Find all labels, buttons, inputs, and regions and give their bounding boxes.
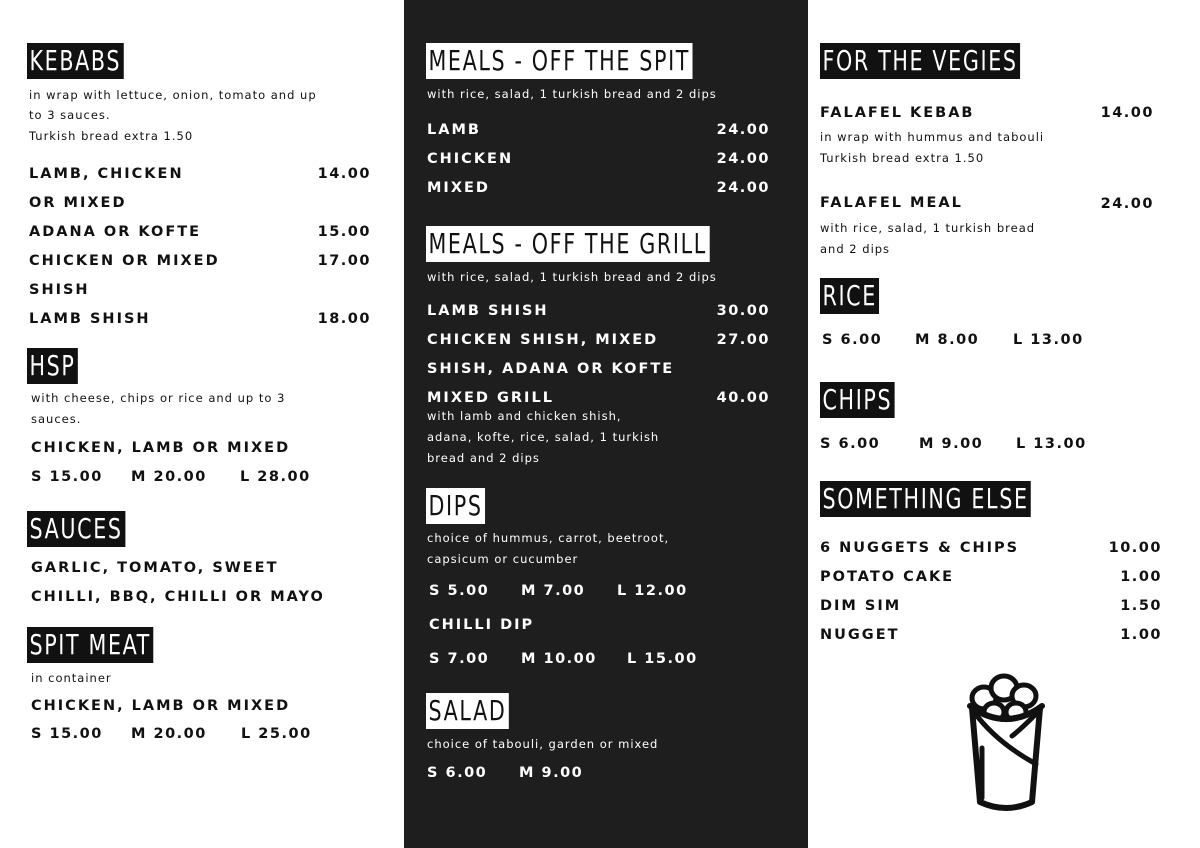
menu-item-price: 18.00 xyxy=(317,311,371,327)
size-price: M 7.00 xyxy=(521,583,586,599)
menu-item-name: SHISH xyxy=(29,282,90,298)
menu-item-desc: in wrap with hummus and tabouli xyxy=(820,130,1045,144)
grill-meals-desc: with rice, salad, 1 turkish bread and 2 dips xyxy=(427,270,717,284)
size-price: M 20.00 xyxy=(131,469,207,485)
menu-item-price: 15.00 xyxy=(317,224,371,240)
menu-item-name: OR MIXED xyxy=(29,195,127,211)
size-price: L 12.00 xyxy=(617,583,688,599)
size-price: L 25.00 xyxy=(241,726,312,742)
salad-desc: choice of tabouli, garden or mixed xyxy=(427,737,659,751)
size-price: S 6.00 xyxy=(427,765,488,781)
menu-item-price: 24.00 xyxy=(716,180,770,196)
menu-item-price: 24.00 xyxy=(1100,196,1154,212)
salad-heading: SALAD xyxy=(426,693,509,729)
menu-item-price: 14.00 xyxy=(1100,105,1154,121)
size-price: L 13.00 xyxy=(1013,332,1084,348)
menu-item-name: CHICKEN, LAMB OR MIXED xyxy=(31,440,291,456)
menu-item-name: ADANA OR KOFTE xyxy=(29,224,202,240)
menu-item-name: CHICKEN xyxy=(427,151,514,167)
spit-meals-desc: with rice, salad, 1 turkish bread and 2 dips xyxy=(427,87,717,101)
hsp-desc: sauces. xyxy=(31,412,82,426)
kebabs-desc: Turkish bread extra 1.50 xyxy=(29,129,194,143)
menu-item-desc: and 2 dips xyxy=(820,242,891,256)
kebab-wrap-icon xyxy=(966,672,1046,816)
menu-item-desc: bread and 2 dips xyxy=(427,451,540,465)
size-price: L 15.00 xyxy=(627,651,698,667)
size-price: M 10.00 xyxy=(521,651,597,667)
kebabs-desc: to 3 sauces. xyxy=(29,108,111,122)
rice-heading: RICE xyxy=(820,278,879,314)
menu-item-name: CHILLI DIP xyxy=(429,617,535,633)
menu-item-price: 40.00 xyxy=(716,390,770,406)
size-price: M 9.00 xyxy=(519,765,584,781)
hsp-heading: HSP xyxy=(27,348,78,384)
menu-item-price: 1.00 xyxy=(1120,569,1162,585)
menu-item-price: 30.00 xyxy=(716,303,770,319)
menu-item-name: LAMB, CHICKEN xyxy=(29,166,184,182)
menu-item-name: FALAFEL MEAL xyxy=(820,195,963,211)
middle-column xyxy=(404,0,808,848)
size-price: M 8.00 xyxy=(915,332,980,348)
dips-heading: DIPS xyxy=(426,488,485,524)
size-price: S 5.00 xyxy=(429,583,490,599)
spit-meals-heading: MEALS - OFF THE SPIT xyxy=(426,43,693,79)
menu-item-price: 24.00 xyxy=(716,122,770,138)
menu-item-name: CHICKEN SHISH, MIXED xyxy=(427,332,659,348)
menu-item-desc: with lamb and chicken shish, xyxy=(427,409,622,423)
size-price: M 9.00 xyxy=(919,436,984,452)
size-price: S 7.00 xyxy=(429,651,490,667)
menu-item-price: 1.50 xyxy=(1120,598,1162,614)
menu-item-price: 10.00 xyxy=(1108,540,1162,556)
menu-item-name: MIXED xyxy=(427,180,490,196)
menu-item-name: DIM SIM xyxy=(820,598,902,614)
menu-item-desc: Turkish bread extra 1.50 xyxy=(820,151,985,165)
menu-item-desc: adana, kofte, rice, salad, 1 turkish xyxy=(427,430,660,444)
menu-item-desc: with rice, salad, 1 turkish bread xyxy=(820,221,1036,235)
menu-item-name: LAMB SHISH xyxy=(29,311,151,327)
menu-item-name: LAMB xyxy=(427,122,481,138)
size-price: S 15.00 xyxy=(31,726,103,742)
size-price: S 6.00 xyxy=(820,436,881,452)
kebabs-heading: KEBABS xyxy=(27,43,124,79)
sauces-heading: SAUCES xyxy=(27,511,125,547)
menu-item-name: CHICKEN, LAMB OR MIXED xyxy=(31,698,291,714)
menu-item-price: 1.00 xyxy=(1120,627,1162,643)
menu-item-name: NUGGET xyxy=(820,627,900,643)
kebabs-desc: in wrap with lettuce, onion, tomato and up xyxy=(29,88,317,102)
size-price: S 15.00 xyxy=(31,469,103,485)
chips-heading: CHIPS xyxy=(820,382,895,418)
menu-item-price: 24.00 xyxy=(716,151,770,167)
menu-item-name: FALAFEL KEBAB xyxy=(820,105,975,121)
hsp-desc: with cheese, chips or rice and up to 3 xyxy=(31,391,286,405)
size-price: L 13.00 xyxy=(1016,436,1087,452)
size-price: S 6.00 xyxy=(822,332,883,348)
menu-item-price: 27.00 xyxy=(716,332,770,348)
grill-meals-heading: MEALS - OFF THE GRILL xyxy=(426,226,709,262)
menu-item-name: POTATO CAKE xyxy=(820,569,955,585)
menu-item-name: SHISH, ADANA OR KOFTE xyxy=(427,361,675,377)
sauces-list: CHILLI, BBQ, CHILLI OR MAYO xyxy=(31,589,325,605)
menu-item-name: CHICKEN OR MIXED xyxy=(29,253,220,269)
right-column xyxy=(808,0,1200,848)
menu-item-price: 17.00 xyxy=(317,253,371,269)
size-price: M 20.00 xyxy=(131,726,207,742)
dips-desc: capsicum or cucumber xyxy=(427,552,579,566)
dips-desc: choice of hummus, carrot, beetroot, xyxy=(427,531,670,545)
left-column xyxy=(0,0,404,848)
vegies-heading: FOR THE VEGIES xyxy=(820,43,1020,79)
spit-meat-desc: in container xyxy=(31,671,112,685)
menu-item-name: 6 NUGGETS & CHIPS xyxy=(820,540,1020,556)
spit-meat-heading: SPIT MEAT xyxy=(27,627,153,663)
size-price: L 28.00 xyxy=(240,469,311,485)
something-else-heading: SOMETHING ELSE xyxy=(820,481,1031,517)
menu-item-name: MIXED GRILL xyxy=(427,390,554,406)
menu-item-name: LAMB SHISH xyxy=(427,303,549,319)
menu-item-price: 14.00 xyxy=(317,166,371,182)
sauces-list: GARLIC, TOMATO, SWEET xyxy=(31,560,279,576)
